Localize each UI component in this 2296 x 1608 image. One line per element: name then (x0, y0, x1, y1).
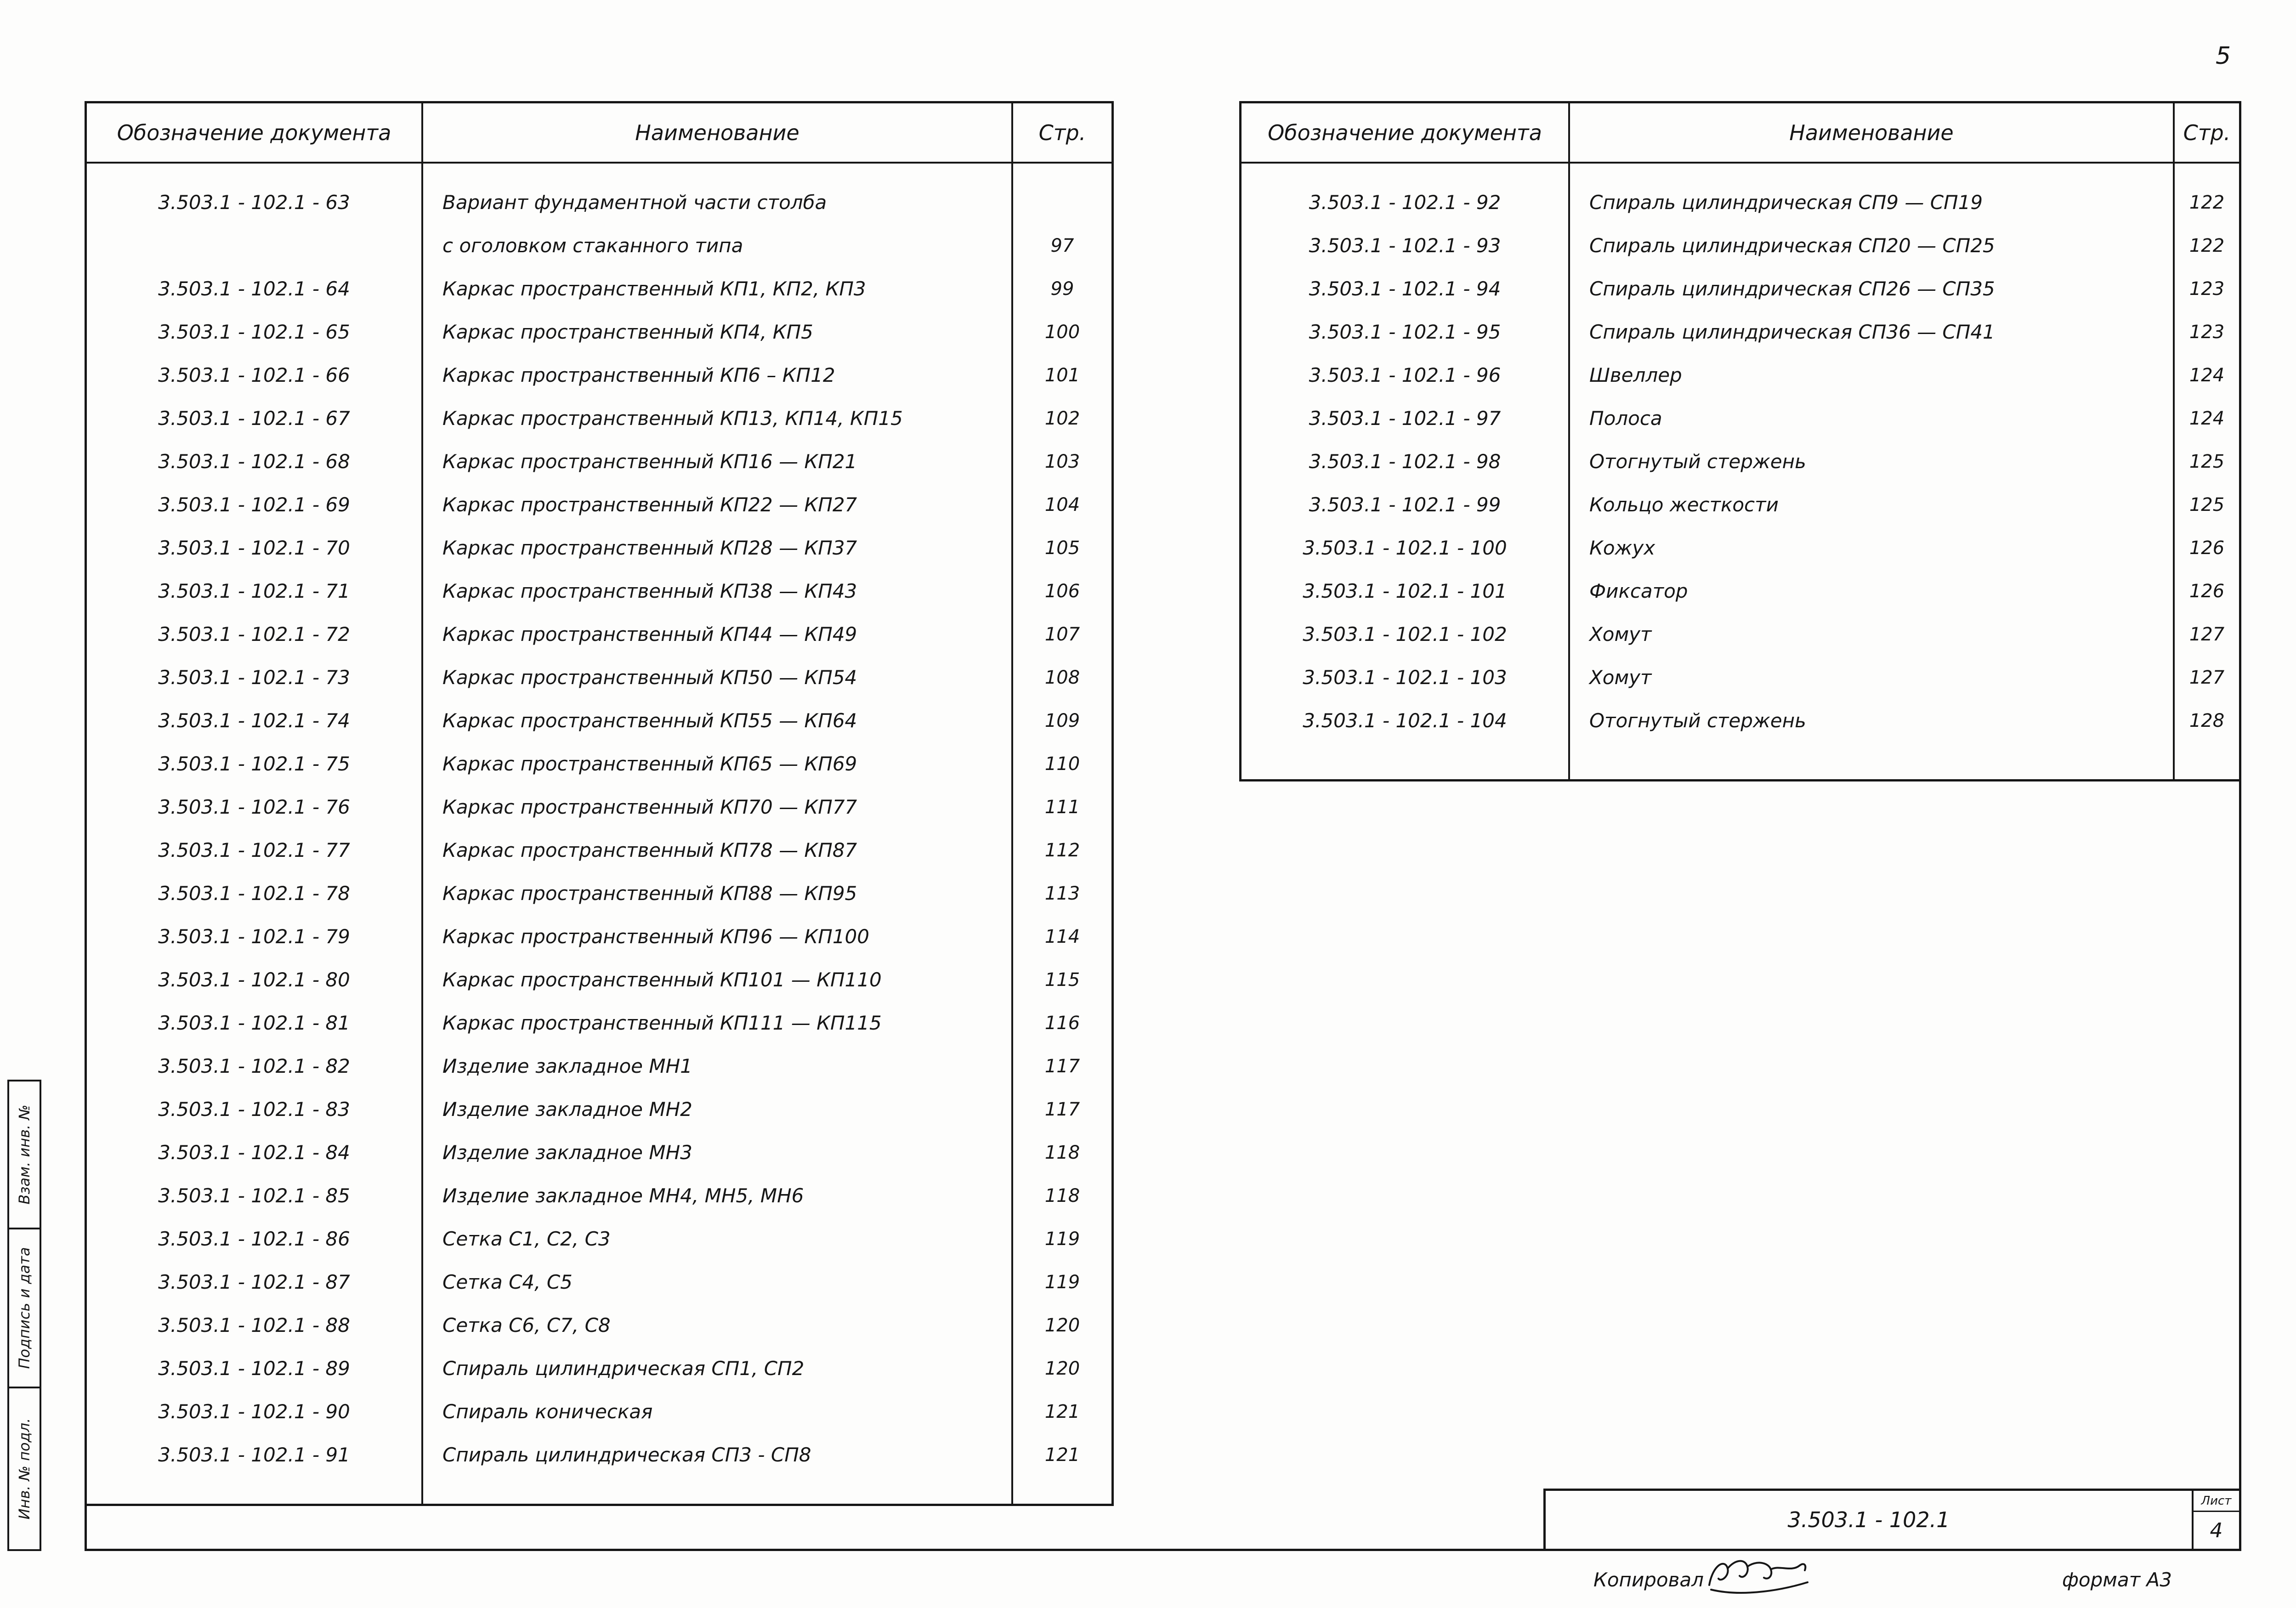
doc-name (421, 742, 1011, 786)
page-number: 115 (1011, 958, 1111, 1002)
title-block-sheet-cell (2192, 1491, 2239, 1549)
doc-name-line1: Каркас пространственный КП4, КП5 (442, 321, 813, 343)
page-number: 125 (2173, 483, 2239, 527)
page-number: 118 (1011, 1131, 1111, 1174)
header-page: Стр. (2173, 103, 2239, 162)
page-number: 121 (1011, 1390, 1111, 1433)
doc-name-line1: Хомут (1589, 666, 1652, 689)
table-row (87, 742, 1111, 786)
doc-name-line1: Изделие закладное МН3 (442, 1141, 692, 1164)
table-row (87, 354, 1111, 397)
doc-name (421, 1088, 1011, 1131)
page-number: 111 (1011, 786, 1111, 829)
doc-name-line1: Сетка С4, С5 (442, 1271, 573, 1293)
doc-name-line1: Изделие закладное МН2 (442, 1098, 692, 1121)
doc-designation: 3.503.1 - 102.1 - 97 (1309, 407, 1501, 430)
doc-name (421, 1174, 1011, 1217)
header-page: Стр. (1011, 103, 1111, 162)
doc-name-line1: Вариант фундаментной части столба (442, 191, 827, 214)
header-designation: Обозначение документа (1268, 120, 1542, 145)
doc-name (1568, 181, 2173, 224)
doc-designation: 3.503.1 - 102.1 - 101 (1303, 580, 1507, 602)
doc-name (1568, 397, 2173, 440)
stamp-cell-label: Инв. № подл. (16, 1418, 33, 1520)
table-row (1242, 267, 2239, 311)
header-name: Наименование (421, 103, 1011, 162)
table-row (87, 958, 1111, 1002)
page-number: 128 (2173, 699, 2239, 742)
table-row (87, 1304, 1111, 1347)
table-row (1242, 181, 2239, 224)
table-row (87, 1347, 1111, 1390)
doc-designation: 3.503.1 - 102.1 - 67 (158, 407, 350, 430)
column-divider (1011, 103, 1013, 1504)
doc-name (421, 311, 1011, 354)
doc-name-line1: Спираль цилиндрическая СП20 — СП25 (1589, 234, 1995, 257)
doc-name (421, 570, 1011, 613)
doc-name (1568, 267, 2173, 311)
doc-name (421, 1433, 1011, 1477)
doc-designation: 3.503.1 - 102.1 - 85 (158, 1184, 350, 1207)
doc-name (421, 354, 1011, 397)
doc-name-line1: Каркас пространственный КП70 — КП77 (442, 796, 857, 818)
sheet-number: 4 (2210, 1518, 2223, 1542)
doc-name-line1: Каркас пространственный КП1, КП2, КП3 (442, 277, 866, 300)
table-row (87, 311, 1111, 354)
page-number: 108 (1011, 656, 1111, 699)
doc-designation: 3.503.1 - 102.1 - 104 (1303, 709, 1507, 732)
doc-designation: 3.503.1 - 102.1 - 102 (1303, 623, 1507, 645)
doc-name (421, 1002, 1011, 1045)
table-row (87, 1088, 1111, 1131)
doc-name-line2: с оголовком стаканного типа (442, 234, 743, 257)
table-row (1242, 311, 2239, 354)
table-row (87, 267, 1111, 311)
table-row (87, 397, 1111, 440)
table-row (1242, 613, 2239, 656)
table-row (87, 829, 1111, 872)
page-number: 127 (2173, 613, 2239, 656)
doc-name (421, 397, 1011, 440)
page-number: 105 (1011, 527, 1111, 570)
table-row (87, 656, 1111, 699)
doc-name (1568, 224, 2173, 267)
doc-designation: 3.503.1 - 102.1 - 83 (158, 1098, 350, 1121)
table-row (87, 699, 1111, 742)
table-row (87, 440, 1111, 483)
page-number: 125 (2173, 440, 2239, 483)
header-designation: Обозначение документа (117, 120, 391, 145)
doc-designation: 3.503.1 - 102.1 - 74 (158, 709, 350, 732)
page-number: 104 (1011, 483, 1111, 527)
doc-name-line1: Каркас пространственный КП65 — КП69 (442, 753, 857, 775)
doc-name-line1: Каркас пространственный КП22 — КП27 (442, 493, 857, 516)
doc-designation: 3.503.1 - 102.1 - 80 (158, 968, 350, 991)
doc-name-line1: Каркас пространственный КП55 — КП64 (442, 709, 857, 732)
doc-name-line1: Каркас пространственный КП44 — КП49 (442, 623, 857, 645)
doc-name (1568, 311, 2173, 354)
doc-name (1568, 527, 2173, 570)
doc-designation: 3.503.1 - 102.1 - 86 (158, 1228, 350, 1250)
doc-name-line1: Изделие закладное МН4, МН5, МН6 (442, 1184, 804, 1207)
doc-name-line1: Спираль цилиндрическая СП36 — СП41 (1589, 321, 1995, 343)
table-row (1242, 527, 2239, 570)
table-row (1242, 699, 2239, 742)
table-row (87, 1131, 1111, 1174)
doc-name (1568, 570, 2173, 613)
doc-designation: 3.503.1 - 102.1 - 69 (158, 493, 350, 516)
frame-right-line (2239, 780, 2241, 1491)
header-name: Наименование (1568, 103, 2173, 162)
doc-name (421, 527, 1011, 570)
doc-name-line1: Спираль коническая (442, 1400, 653, 1423)
doc-designation: 3.503.1 - 102.1 - 75 (158, 753, 350, 775)
doc-name (1568, 656, 2173, 699)
contents-table-right (1239, 101, 2241, 781)
doc-designation: 3.503.1 - 102.1 - 63 (158, 191, 350, 214)
signature (1701, 1552, 1816, 1600)
doc-designation: 3.503.1 - 102.1 - 72 (158, 623, 350, 645)
doc-name (421, 915, 1011, 958)
doc-designation: 3.503.1 - 102.1 - 65 (158, 321, 350, 343)
table-row (87, 1002, 1111, 1045)
doc-name (1568, 354, 2173, 397)
doc-designation: 3.503.1 - 102.1 - 81 (158, 1012, 350, 1034)
table-header (1242, 103, 2239, 164)
page-number: 100 (1011, 311, 1111, 354)
doc-designation: 3.503.1 - 102.1 - 79 (158, 925, 350, 948)
table-row (1242, 224, 2239, 267)
page-number: 127 (2173, 656, 2239, 699)
page-number: 106 (1011, 570, 1111, 613)
doc-name (421, 1045, 1011, 1088)
doc-name-line1: Спираль цилиндрическая СП1, СП2 (442, 1357, 805, 1380)
doc-name-line1: Изделие закладное МН1 (442, 1055, 692, 1077)
doc-designation: 3.503.1 - 102.1 - 100 (1303, 537, 1507, 559)
doc-designation: 3.503.1 - 102.1 - 68 (158, 450, 350, 473)
doc-name-line1: Каркас пространственный КП16 — КП21 (442, 450, 857, 473)
doc-designation: 3.503.1 - 102.1 - 77 (158, 839, 350, 861)
doc-name-line1: Фиксатор (1589, 580, 1688, 602)
title-block (1543, 1489, 2241, 1551)
doc-designation: 3.503.1 - 102.1 - 76 (158, 796, 350, 818)
column-divider (1568, 103, 1570, 779)
doc-name-line1: Каркас пространственный КП13, КП14, КП15 (442, 407, 903, 430)
table-row (87, 1261, 1111, 1304)
page-number: 102 (1011, 397, 1111, 440)
doc-name (1568, 699, 2173, 742)
table-row (87, 786, 1111, 829)
doc-name-line1: Каркас пространственный КП111 — КП115 (442, 1012, 882, 1034)
doc-name (421, 1131, 1011, 1174)
doc-name (421, 656, 1011, 699)
doc-name (421, 1217, 1011, 1261)
page-number: 123 (2173, 311, 2239, 354)
doc-name-line1: Спираль цилиндрическая СП26 — СП35 (1589, 277, 1995, 300)
page-number: 99 (1011, 267, 1111, 311)
table-row (1242, 483, 2239, 527)
page-number: 122 (2173, 181, 2239, 224)
doc-designation: 3.503.1 - 102.1 - 89 (158, 1357, 350, 1380)
doc-name-line1: Сетка С6, С7, С8 (442, 1314, 611, 1336)
title-block-document-code: 3.503.1 - 102.1 (1787, 1507, 1950, 1532)
page-number: 120 (1011, 1347, 1111, 1390)
doc-designation: 3.503.1 - 102.1 - 87 (158, 1271, 350, 1293)
table-row (87, 613, 1111, 656)
doc-name (421, 1261, 1011, 1304)
table-row (1242, 354, 2239, 397)
doc-designation: 3.503.1 - 102.1 - 64 (158, 277, 350, 300)
doc-designation: 3.503.1 - 102.1 - 82 (158, 1055, 350, 1077)
doc-name-line1: Спираль цилиндрическая СП9 — СП19 (1589, 191, 1983, 214)
page-number-top: 5 (2216, 42, 2231, 70)
table-row (87, 1217, 1111, 1261)
page-number: 118 (1011, 1174, 1111, 1217)
page-number: 109 (1011, 699, 1111, 742)
doc-name-line1: Каркас пространственный КП96 — КП100 (442, 925, 869, 948)
doc-name (1568, 483, 2173, 527)
table-row (87, 1390, 1111, 1433)
doc-name (421, 440, 1011, 483)
doc-name-line1: Отогнутый стержень (1589, 450, 1806, 473)
table-row (87, 915, 1111, 958)
doc-name-line1: Каркас пространственный КП101 — КП110 (442, 968, 882, 991)
doc-designation: 3.503.1 - 102.1 - 98 (1309, 450, 1501, 473)
table-row (87, 527, 1111, 570)
doc-designation: 3.503.1 - 102.1 - 71 (158, 580, 350, 602)
page-number: 122 (2173, 224, 2239, 267)
doc-name-line1: Кольцо жесткости (1589, 493, 1779, 516)
stamp-cell-label: Взам. инв. № (16, 1104, 33, 1205)
page-number: 107 (1011, 613, 1111, 656)
page-number: 126 (2173, 527, 2239, 570)
doc-name (421, 613, 1011, 656)
table-header (87, 103, 1111, 164)
doc-name-line1: Каркас пространственный КП38 — КП43 (442, 580, 857, 602)
doc-name-line1: Хомут (1589, 623, 1652, 645)
stamp-cell-label: Подпись и дата (16, 1247, 33, 1369)
doc-designation: 3.503.1 - 102.1 - 103 (1303, 666, 1507, 689)
doc-name (421, 483, 1011, 527)
doc-name (421, 958, 1011, 1002)
table-row (87, 1045, 1111, 1088)
table-body (87, 164, 1111, 1477)
table-row (1242, 440, 2239, 483)
doc-designation: 3.503.1 - 102.1 - 99 (1309, 493, 1501, 516)
doc-name-line1: Швеллер (1589, 364, 1682, 386)
contents-table-left (85, 101, 1114, 1506)
page-number: 114 (1011, 915, 1111, 958)
doc-name-line1: Каркас пространственный КП78 — КП87 (442, 839, 857, 861)
column-divider (421, 103, 423, 1504)
sheet-label: Лист (2194, 1491, 2239, 1512)
doc-designation: 3.503.1 - 102.1 - 73 (158, 666, 350, 689)
doc-name-line1: Сетка С1, С2, С3 (442, 1228, 611, 1250)
doc-name (421, 699, 1011, 742)
doc-designation: 3.503.1 - 102.1 - 88 (158, 1314, 350, 1336)
page-number: 123 (2173, 267, 2239, 311)
page-number: 124 (2173, 397, 2239, 440)
page-number: 126 (2173, 570, 2239, 613)
stamp-cell-podpis-data (7, 1228, 41, 1388)
doc-name (421, 267, 1011, 311)
doc-name (421, 829, 1011, 872)
table-row (87, 1174, 1111, 1217)
doc-designation: 3.503.1 - 102.1 - 90 (158, 1400, 350, 1423)
doc-name (421, 1347, 1011, 1390)
table-row (87, 181, 1111, 267)
page-number: 119 (1011, 1261, 1111, 1304)
doc-designation: 3.503.1 - 102.1 - 70 (158, 537, 350, 559)
page-number: 117 (1011, 1088, 1111, 1131)
doc-name (421, 181, 1011, 267)
doc-name-line1: Кожух (1589, 537, 1655, 559)
doc-name-line1: Каркас пространственный КП88 — КП95 (442, 882, 857, 905)
page-number: 101 (1011, 354, 1111, 397)
page-number: 120 (1011, 1304, 1111, 1347)
column-divider (2173, 103, 2175, 779)
doc-designation: 3.503.1 - 102.1 - 94 (1309, 277, 1501, 300)
doc-name-line1: Каркас пространственный КП50 — КП54 (442, 666, 857, 689)
table-body (1242, 164, 2239, 742)
doc-designation: 3.503.1 - 102.1 - 91 (158, 1444, 350, 1466)
doc-designation: 3.503.1 - 102.1 - 93 (1309, 234, 1501, 257)
copied-by-label: Копировал (1593, 1568, 1704, 1591)
page-number: 103 (1011, 440, 1111, 483)
table-row (87, 872, 1111, 915)
table-row (87, 483, 1111, 527)
page-number: 121 (1011, 1433, 1111, 1477)
page-number: 112 (1011, 829, 1111, 872)
doc-name (1568, 613, 2173, 656)
page-number: 116 (1011, 1002, 1111, 1045)
doc-designation: 3.503.1 - 102.1 - 78 (158, 882, 350, 905)
table-row (1242, 656, 2239, 699)
doc-name-line1: Отогнутый стержень (1589, 709, 1806, 732)
page-number: 117 (1011, 1045, 1111, 1088)
format-label: формат А3 (2062, 1568, 2172, 1591)
frame-left-line (85, 1505, 87, 1551)
doc-designation: 3.503.1 - 102.1 - 92 (1309, 191, 1501, 214)
page-number: 97 (1011, 181, 1111, 267)
doc-name (421, 1304, 1011, 1347)
page-number: 110 (1011, 742, 1111, 786)
doc-designation: 3.503.1 - 102.1 - 96 (1309, 364, 1501, 386)
doc-name (421, 1390, 1011, 1433)
table-row (87, 570, 1111, 613)
page-number: 113 (1011, 872, 1111, 915)
doc-designation: 3.503.1 - 102.1 - 66 (158, 364, 350, 386)
doc-name (421, 872, 1011, 915)
table-row (87, 1433, 1111, 1477)
doc-name-line1: Спираль цилиндрическая СП3 - СП8 (442, 1444, 811, 1466)
page-number: 124 (2173, 354, 2239, 397)
stamp-cell-vzam-inv (7, 1080, 41, 1229)
doc-name-line1: Каркас пространственный КП6 – КП12 (442, 364, 835, 386)
doc-name-line1: Каркас пространственный КП28 — КП37 (442, 537, 857, 559)
doc-name-line1: Полоса (1589, 407, 1662, 430)
doc-name (421, 786, 1011, 829)
doc-designation: 3.503.1 - 102.1 - 84 (158, 1141, 350, 1164)
doc-name (1568, 440, 2173, 483)
stamp-cell-inv-podl (7, 1387, 41, 1551)
table-row (1242, 570, 2239, 613)
doc-designation: 3.503.1 - 102.1 - 95 (1309, 321, 1501, 343)
page-number: 119 (1011, 1217, 1111, 1261)
table-row (1242, 397, 2239, 440)
